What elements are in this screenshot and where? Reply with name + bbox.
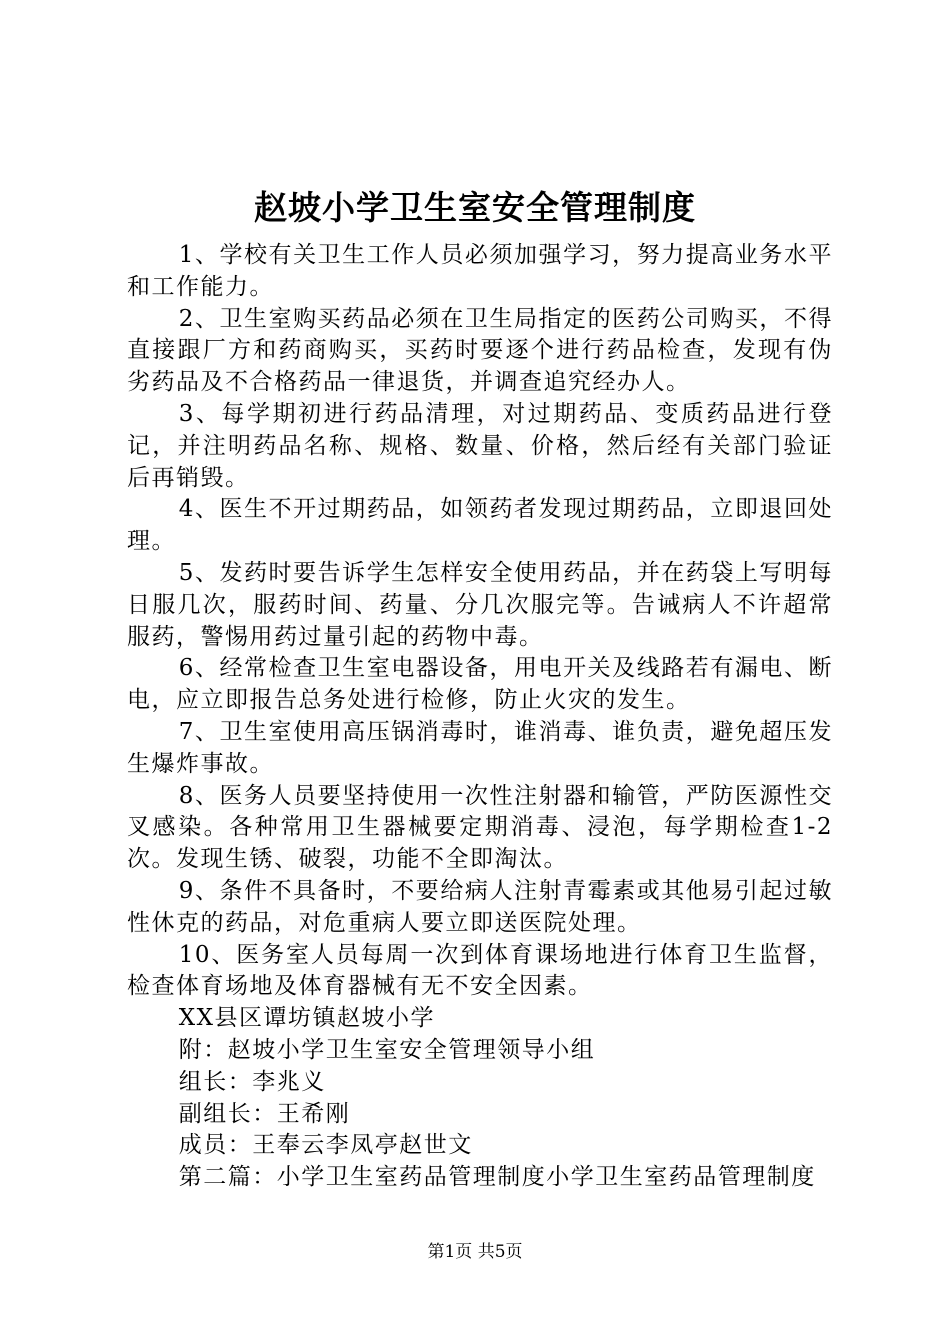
- school-signature: XX县区谭坊镇赵坡小学: [178, 1005, 435, 1032]
- document-body: [127, 240, 833, 1194]
- rule-paragraph-2: 2、卫生室购买药品必须在卫生局指定的医药公司购买，不得直接跟厂方和药商购买，买药时要逐个进行药品检查，发现有伪劣药品及不合格药品一律退货，并调查追究经办人。: [127, 305, 833, 396]
- group-members: 成员：王奉云李凤亭赵世文: [178, 1132, 473, 1159]
- document-title: 赵坡小学卫生室安全管理制度: [254, 188, 696, 227]
- rule-paragraph-3: 3、每学期初进行药品清理，对过期药品、变质药品进行登记，并注明药品名称、规格、数量、价格，然后经有关部门验证后再销毁。: [127, 400, 833, 491]
- rule-paragraph-6: 6、经常检查卫生室电器设备，用电开关及线路若有漏电、断电，应立即报告总务处进行检修，防止火灾的发生。: [127, 655, 833, 714]
- rule-paragraph-1: 1、学校有关卫生工作人员必须加强学习，努力提高业务水平和工作能力。: [127, 242, 833, 300]
- next-chapter-heading: 第二篇：小学卫生室药品管理制度小学卫生室药品管理制度: [178, 1164, 816, 1191]
- group-leader: 组长：李兆义: [178, 1068, 326, 1095]
- rule-paragraph-7: 7、卫生室使用高压锅消毒时，谁消毒、谁负责，避免超压发生爆炸事故。: [127, 718, 833, 777]
- rule-paragraph-5: 5、发药时要告诉学生怎样安全使用药品，并在药袋上写明每日服几次，服药时间、药量、分几次服完等。告诫病人不许超常服药，警惕用药过量引起的药物中毒。: [127, 559, 833, 650]
- rule-paragraph-10: 10、医务室人员每周一次到体育课场地进行体育卫生监督，检查体育场地及体育器械有无不安全因素。: [127, 941, 833, 1000]
- rule-paragraph-8: 8、医务人员要坚持使用一次性注射器和输管，严防医源性交叉感染。各种常用卫生器械要定期消毒、浸泡，每学期检查1-2次。发现生锈、破裂，功能不全即淘汰。: [127, 782, 833, 873]
- appendix-title: 附：赵坡小学卫生室安全管理领导小组: [178, 1036, 596, 1063]
- rule-paragraph-9: 9、条件不具备时，不要给病人注射青霉素或其他易引起过敏性休克的药品，对危重病人要立即送医院处理。: [127, 877, 833, 936]
- rule-paragraph-4: 4、医生不开过期药品，如领药者发现过期药品，立即退回处理。: [127, 496, 833, 555]
- page-number-footer: 第1页 共5页: [427, 1242, 523, 1262]
- deputy-leader: 副组长：王希刚: [178, 1100, 351, 1127]
